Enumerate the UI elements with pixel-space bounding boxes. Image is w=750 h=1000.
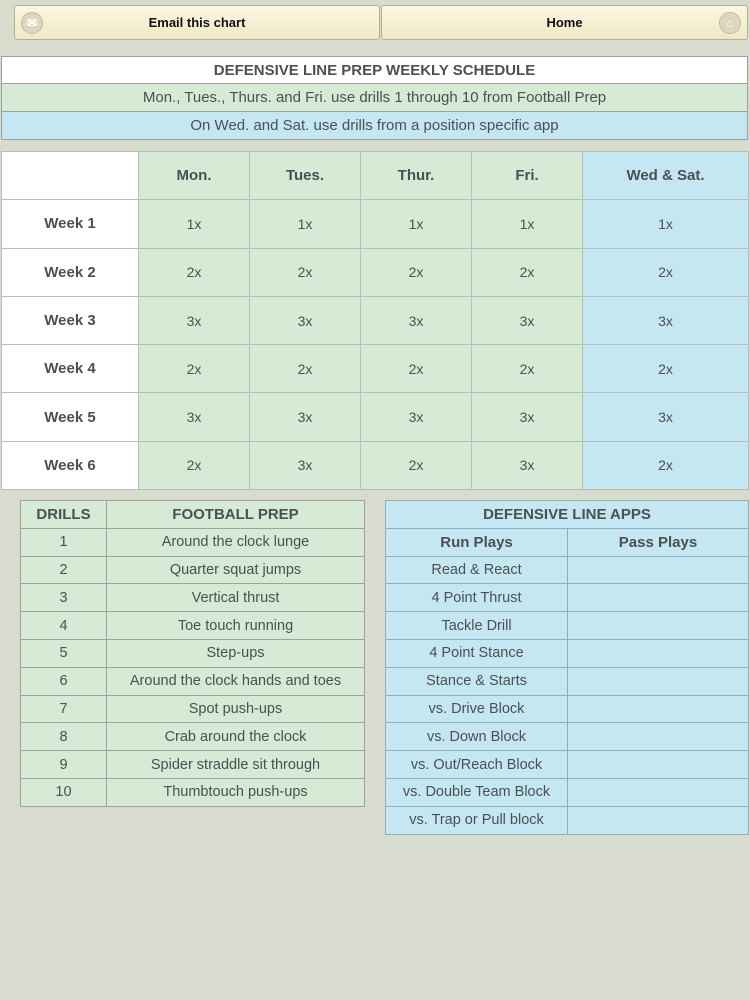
pass-plays-column-header: Pass Plays: [568, 528, 749, 556]
drill-name: Vertical thrust: [107, 584, 365, 612]
drill-number: 5: [21, 639, 107, 667]
pass-play-cell: [568, 667, 749, 695]
run-play-cell: vs. Out/Reach Block: [386, 751, 568, 779]
drill-name: Thumbtouch push-ups: [107, 778, 365, 806]
drill-number: 7: [21, 695, 107, 723]
pass-play-cell: [568, 806, 749, 834]
schedule-header: [1, 56, 748, 140]
home-button[interactable]: [381, 5, 748, 40]
top-toolbar: [14, 5, 748, 41]
drill-row: [21, 695, 365, 723]
home-icon: ⌂: [719, 12, 741, 34]
apps-title-row: [386, 501, 749, 529]
schedule-cell: 2x: [472, 248, 583, 296]
schedule-row: [2, 345, 749, 393]
schedule-cell: 3x: [583, 296, 749, 344]
mail-icon: ✉: [21, 12, 43, 34]
week-label: Week 1: [2, 200, 139, 248]
drill-row: [21, 556, 365, 584]
schedule-cell: 3x: [361, 296, 472, 344]
pass-play-cell: [568, 612, 749, 640]
app-row: [386, 667, 749, 695]
schedule-cell: 3x: [472, 296, 583, 344]
app-row: [386, 612, 749, 640]
schedule-cell: 3x: [139, 296, 250, 344]
column-header: Tues.: [250, 152, 361, 200]
week-label: Week 3: [2, 296, 139, 344]
note-position-app: On Wed. and Sat. use drills from a position specific app: [1, 112, 748, 140]
pass-play-cell: [568, 695, 749, 723]
run-play-cell: Stance & Starts: [386, 667, 568, 695]
run-play-cell: vs. Double Team Block: [386, 778, 568, 806]
weekly-schedule-table: [1, 151, 749, 490]
pass-play-cell: [568, 584, 749, 612]
run-play-cell: 4 Point Stance: [386, 639, 568, 667]
schedule-row: [2, 248, 749, 296]
apps-title: DEFENSIVE LINE APPS: [386, 501, 749, 529]
column-header: Fri.: [472, 152, 583, 200]
pass-play-cell: [568, 723, 749, 751]
schedule-cell: 2x: [583, 441, 749, 489]
schedule-cell: 3x: [472, 393, 583, 441]
schedule-cell: 3x: [361, 393, 472, 441]
schedule-row: [2, 393, 749, 441]
schedule-corner-cell: [2, 152, 139, 200]
schedule-cell: 3x: [250, 296, 361, 344]
drill-name: Around the clock hands and toes: [107, 667, 365, 695]
drill-number: 4: [21, 612, 107, 640]
schedule-cell: 2x: [361, 248, 472, 296]
drill-number: 9: [21, 751, 107, 779]
schedule-cell: 2x: [250, 345, 361, 393]
schedule-cell: 3x: [250, 441, 361, 489]
app-row: [386, 556, 749, 584]
drill-row: [21, 751, 365, 779]
schedule-row: [2, 296, 749, 344]
email-chart-button[interactable]: [14, 5, 380, 40]
drills-column-header: DRILLS: [21, 501, 107, 529]
week-label: Week 4: [2, 345, 139, 393]
football-prep-column-header: FOOTBALL PREP: [107, 501, 365, 529]
drill-number: 1: [21, 528, 107, 556]
schedule-cell: 1x: [139, 200, 250, 248]
schedule-cell: 2x: [250, 248, 361, 296]
schedule-cell: 2x: [583, 248, 749, 296]
column-header: Thur.: [361, 152, 472, 200]
schedule-cell: 3x: [583, 393, 749, 441]
drill-row: [21, 667, 365, 695]
drill-row: [21, 639, 365, 667]
drill-row: [21, 612, 365, 640]
drill-number: 8: [21, 723, 107, 751]
schedule-cell: 2x: [472, 345, 583, 393]
schedule-cell: 1x: [361, 200, 472, 248]
run-play-cell: Tackle Drill: [386, 612, 568, 640]
column-header: Mon.: [139, 152, 250, 200]
app-row: [386, 584, 749, 612]
run-play-cell: vs. Trap or Pull block: [386, 806, 568, 834]
week-label: Week 2: [2, 248, 139, 296]
schedule-cell: 2x: [361, 441, 472, 489]
drill-number: 3: [21, 584, 107, 612]
drills-header-row: [21, 501, 365, 529]
home-label: Home: [546, 15, 583, 30]
pass-play-cell: [568, 639, 749, 667]
pass-play-cell: [568, 751, 749, 779]
app-row: [386, 723, 749, 751]
football-prep-drills-table: [20, 500, 365, 807]
drill-number: 10: [21, 778, 107, 806]
app-row: [386, 751, 749, 779]
drill-name: Crab around the clock: [107, 723, 365, 751]
run-plays-column-header: Run Plays: [386, 528, 568, 556]
schedule-cell: 2x: [139, 248, 250, 296]
drill-row: [21, 528, 365, 556]
run-play-cell: 4 Point Thrust: [386, 584, 568, 612]
schedule-cell: 1x: [583, 200, 749, 248]
drill-row: [21, 584, 365, 612]
drill-row: [21, 778, 365, 806]
page-title: DEFENSIVE LINE PREP WEEKLY SCHEDULE: [1, 56, 748, 84]
schedule-row: [2, 441, 749, 489]
week-label: Week 5: [2, 393, 139, 441]
app-row: [386, 639, 749, 667]
schedule-cell: 2x: [139, 345, 250, 393]
app-row: [386, 778, 749, 806]
schedule-header-row: [2, 152, 749, 200]
run-play-cell: vs. Drive Block: [386, 695, 568, 723]
app-row: [386, 806, 749, 834]
schedule-cell: 2x: [361, 345, 472, 393]
schedule-row: [2, 200, 749, 248]
note-weekday-drills: Mon., Tues., Thurs. and Fri. use drills 1 through 10 from Football Prep: [1, 84, 748, 112]
pass-play-cell: [568, 778, 749, 806]
schedule-cell: 3x: [472, 441, 583, 489]
apps-header-row: [386, 528, 749, 556]
schedule-cell: 1x: [250, 200, 361, 248]
email-chart-label: Email this chart: [148, 15, 246, 30]
schedule-cell: 1x: [472, 200, 583, 248]
run-play-cell: Read & React: [386, 556, 568, 584]
pass-play-cell: [568, 556, 749, 584]
drill-name: Step-ups: [107, 639, 365, 667]
drill-name: Quarter squat jumps: [107, 556, 365, 584]
schedule-cell: 2x: [583, 345, 749, 393]
week-label: Week 6: [2, 441, 139, 489]
drill-name: Spider straddle sit through: [107, 751, 365, 779]
drill-name: Toe touch running: [107, 612, 365, 640]
defensive-line-apps-table: [385, 500, 749, 835]
drill-name: Around the clock lunge: [107, 528, 365, 556]
drill-row: [21, 723, 365, 751]
drill-number: 2: [21, 556, 107, 584]
schedule-cell: 2x: [139, 441, 250, 489]
drill-name: Spot push-ups: [107, 695, 365, 723]
schedule-cell: 3x: [250, 393, 361, 441]
app-row: [386, 695, 749, 723]
schedule-cell: 3x: [139, 393, 250, 441]
run-play-cell: vs. Down Block: [386, 723, 568, 751]
column-header: Wed & Sat.: [583, 152, 749, 200]
drill-number: 6: [21, 667, 107, 695]
